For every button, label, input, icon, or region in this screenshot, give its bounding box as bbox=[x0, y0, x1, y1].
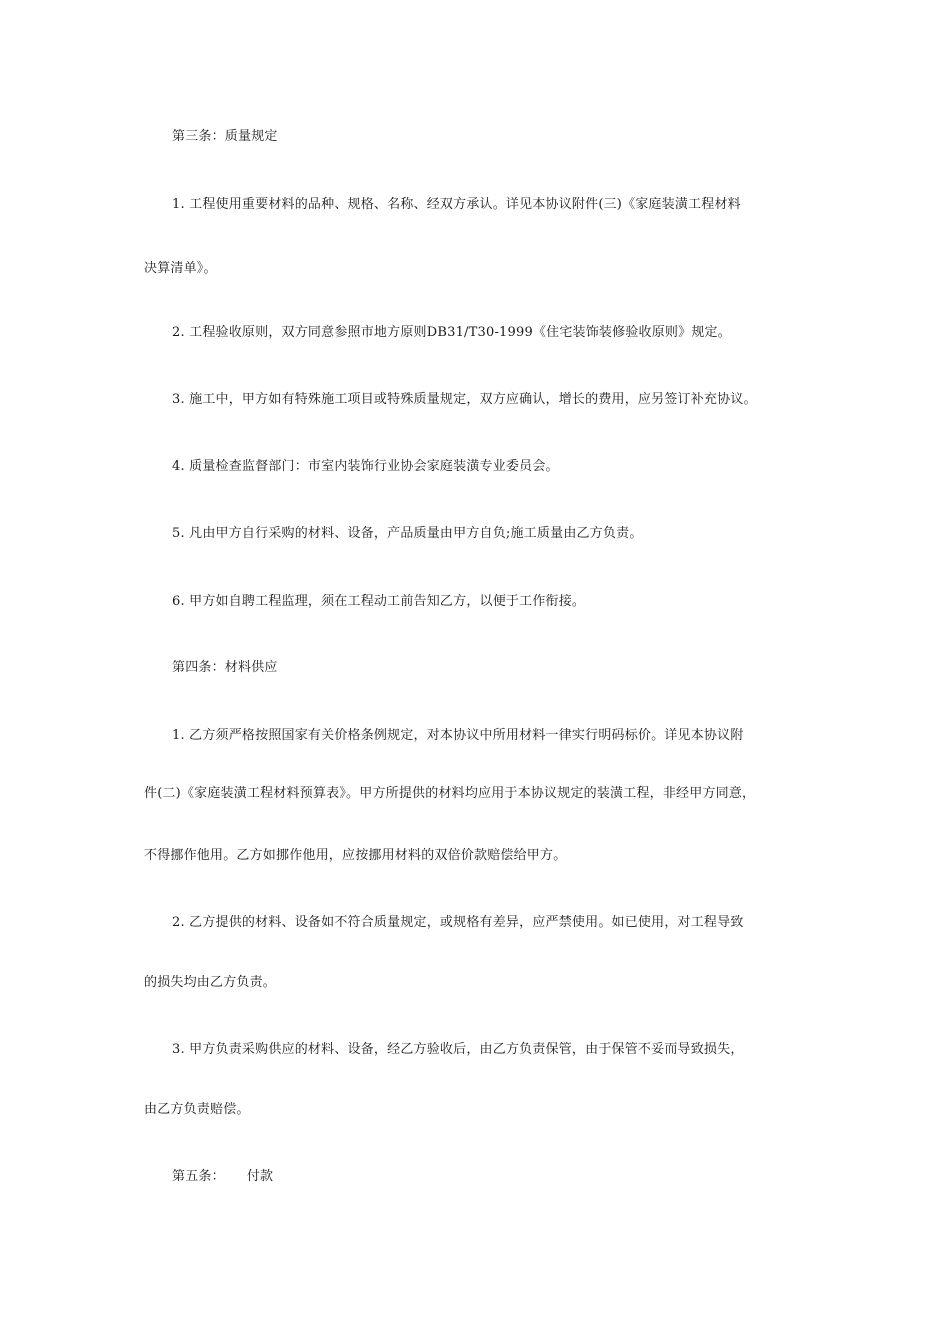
article-3-clause-2: 2. 工程验收原则，双方同意参照市地方原则DB31/T30-1999《住宅装饰装修验收原则》规定。 bbox=[172, 325, 731, 340]
article-3-clause-4: 4. 质量检查监督部门：市室内装饰行业协会家庭装潢专业委员会。 bbox=[172, 459, 559, 474]
article-5-heading bbox=[172, 1168, 273, 1186]
article-3-clause-1-cont: 决算清单》。 bbox=[144, 261, 217, 276]
article-4-clause-3-cont: 由乙方负责赔偿。 bbox=[144, 1102, 250, 1117]
article-4-clause-3: 3. 甲方负责采购供应的材料、设备，经乙方验收后，由乙方负责保管，由于保管不妥而导致损失， bbox=[172, 1042, 744, 1057]
article-5-label: 第五条： bbox=[172, 1169, 225, 1184]
article-3-clause-1: 1. 工程使用重要材料的品种、规格、名称、经双方承认。详见本协议附件(三)《家庭装潢工程材料 bbox=[172, 197, 741, 212]
article-4-clause-1-cont-b: 不得挪作他用。乙方如挪作他用，应按挪用材料的双倍价款赔偿给甲方。 bbox=[144, 848, 567, 863]
article-4-clause-1: 1. 乙方须严格按照国家有关价格条例规定，对本协议中所用材料一律实行明码标价。详见本协议附 bbox=[172, 728, 744, 743]
article-4-heading: 第四条：材料供应 bbox=[172, 660, 278, 675]
article-4-clause-1-cont-a: 件(二)《家庭装潢工程材料预算表》。甲方所提供的材料均应用于本协议规定的装潢工程，非经甲方同意， bbox=[144, 786, 756, 801]
article-3-heading: 第三条：质量规定 bbox=[172, 129, 278, 144]
article-3-clause-6: 6. 甲方如自聘工程监理，须在工程动工前告知乙方，以便于工作衔接。 bbox=[172, 594, 586, 609]
article-3-clause-5: 5. 凡由甲方自行采购的材料、设备，产品质量由甲方自负;施工质量由乙方负责。 bbox=[172, 526, 643, 541]
article-5-title: 付款 bbox=[246, 1169, 274, 1184]
article-3-clause-3: 3. 施工中，甲方如有特殊施工项目或特殊质量规定，双方应确认，增长的费用，应另签订补充协议。 bbox=[172, 392, 757, 407]
article-4-clause-2-cont: 的损失均由乙方负责。 bbox=[144, 975, 277, 990]
article-4-clause-2: 2. 乙方提供的材料、设备如不符合质量规定，或规格有差异，应严禁使用。如已使用，对工程导致 bbox=[172, 915, 744, 930]
